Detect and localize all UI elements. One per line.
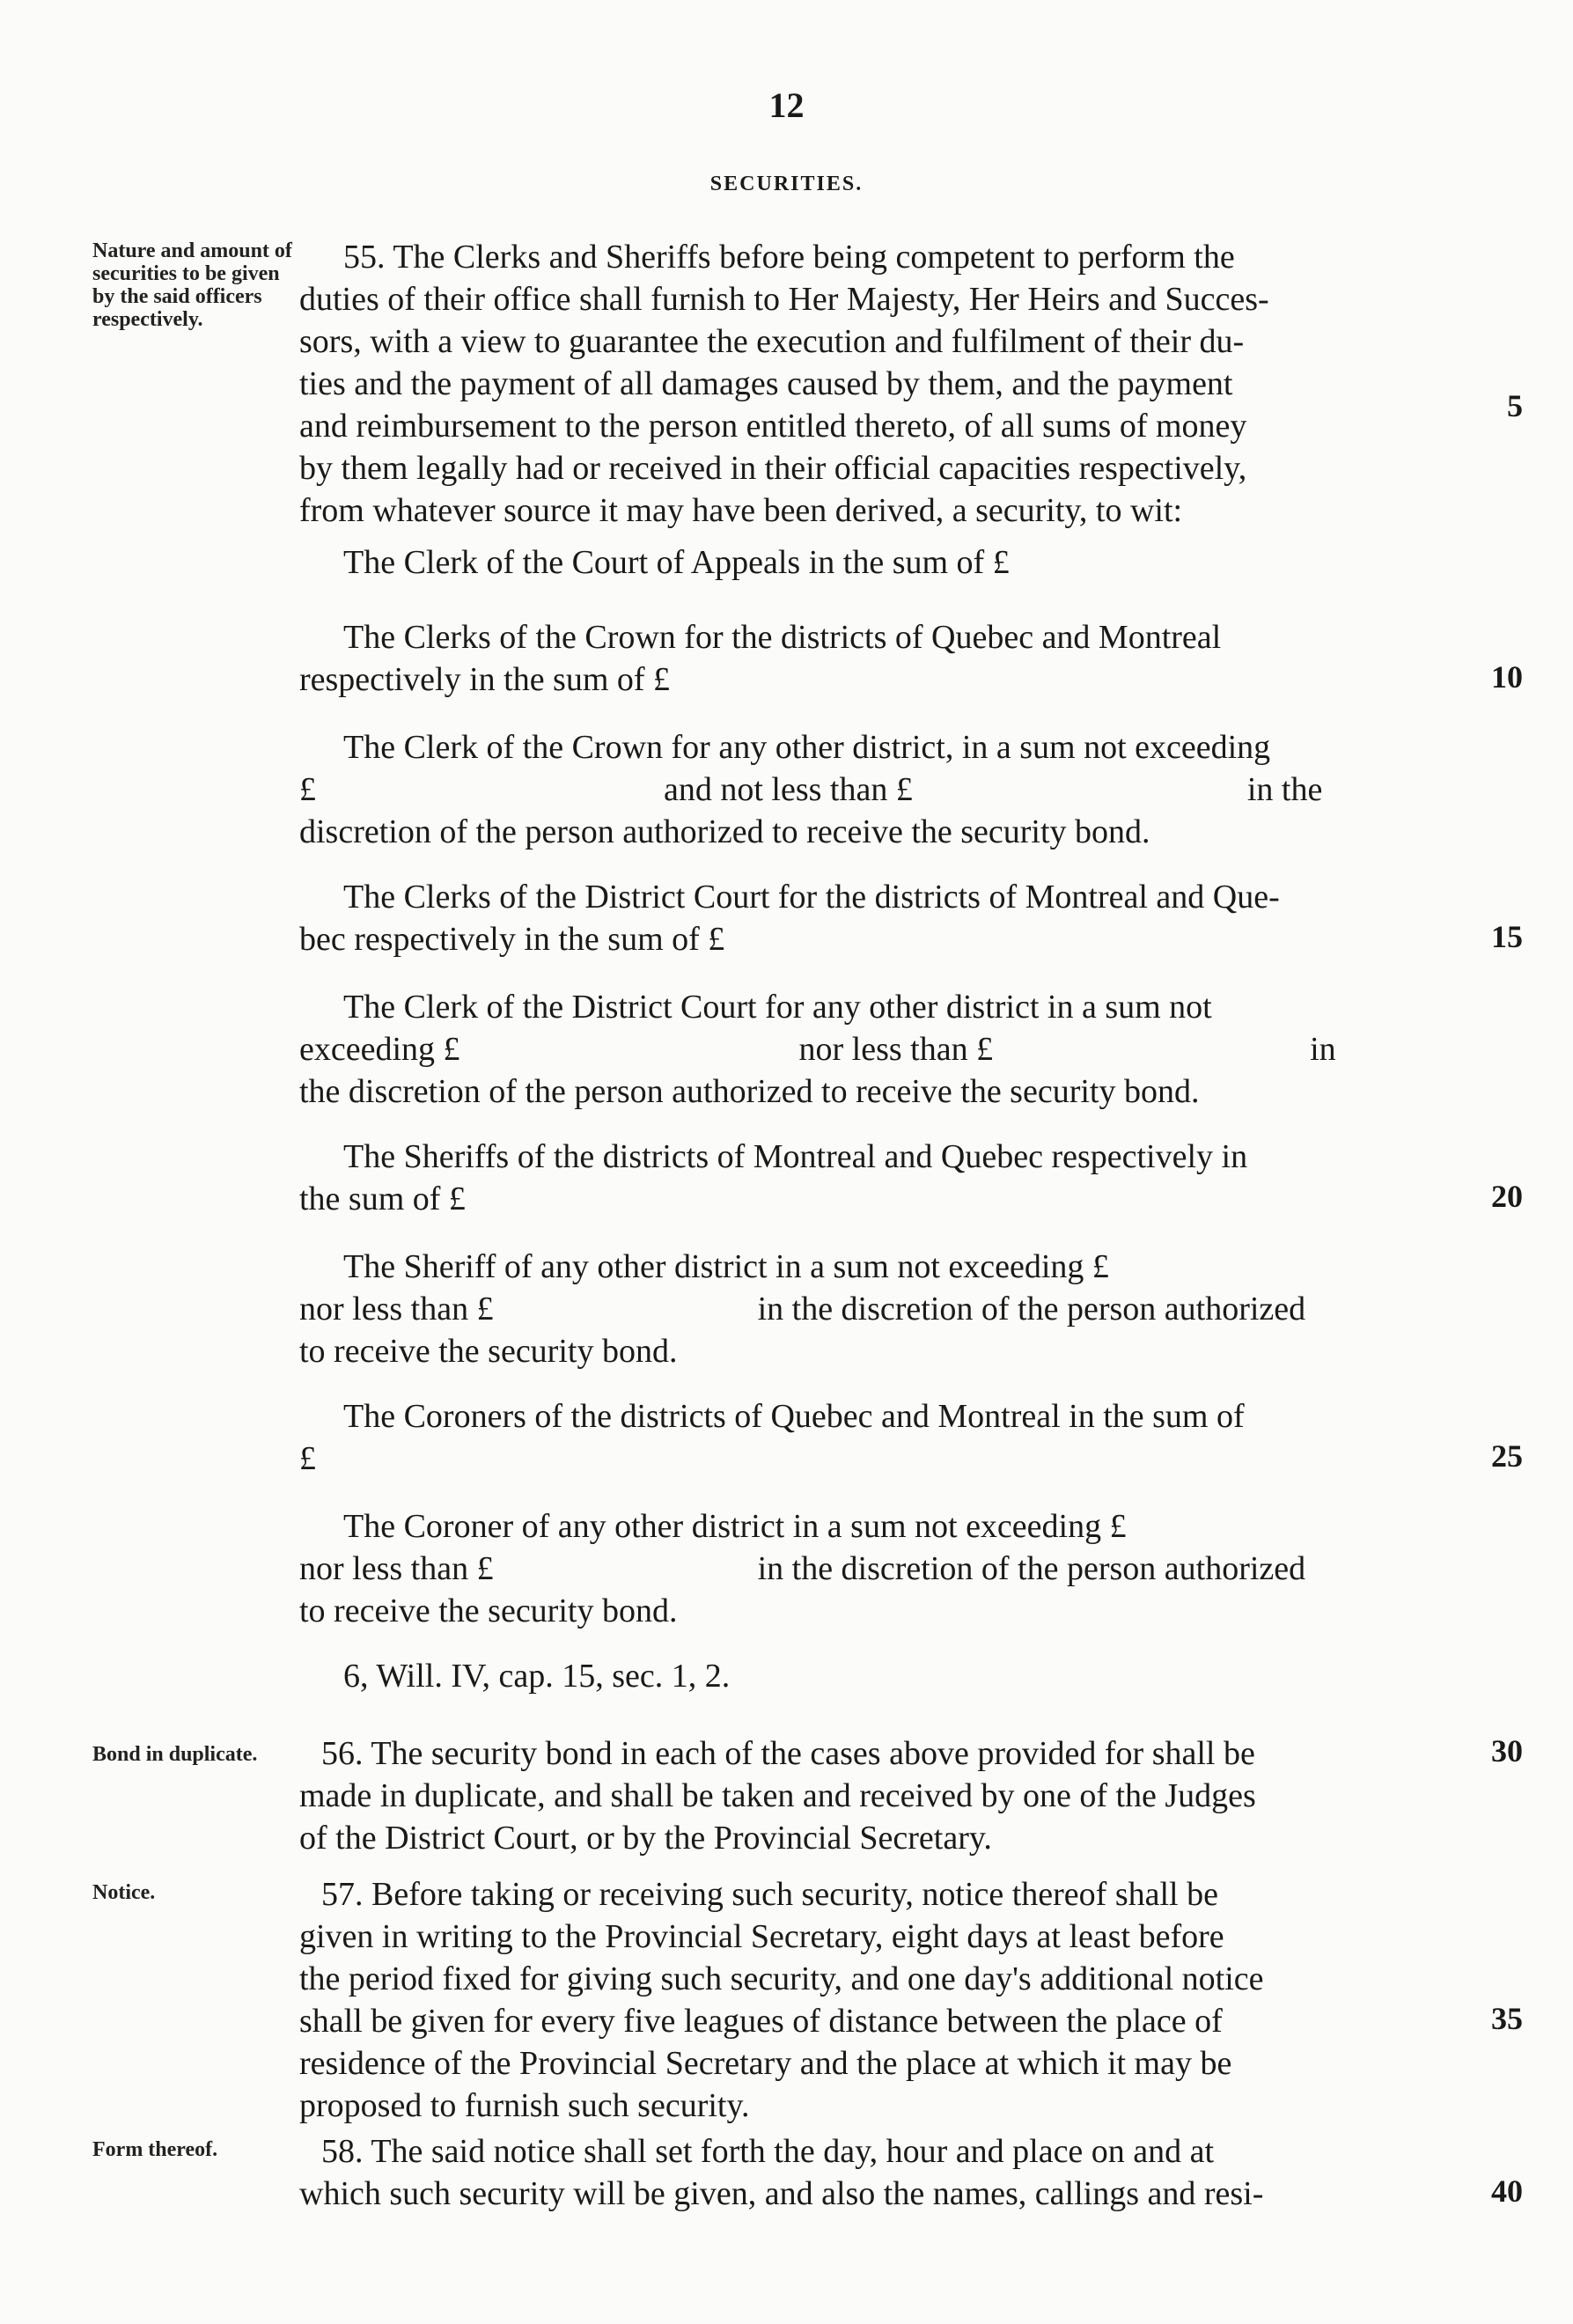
item-line: the discretion of the person authorized to receive the security bond. (299, 1073, 1200, 1110)
section-56 (299, 1732, 1442, 1859)
margin-note-notice: Notice. (92, 1881, 156, 1904)
section-57-line: given in writing to the Provincial Secretary, eight days at least before (299, 1918, 1224, 1955)
margin-note-bond: Bond in duplicate. (92, 1743, 258, 1766)
line-number: 15 (1491, 919, 1523, 954)
page-number: 12 (768, 85, 805, 125)
item-line: to receive the security bond. (299, 1592, 678, 1629)
section-55 (299, 236, 1442, 532)
item-fragment: nor less than £ (299, 1291, 494, 1327)
item-line (299, 769, 1442, 811)
line-number: 30 (1491, 1733, 1523, 1769)
item-crown-quebec-montreal (299, 616, 1442, 701)
item-fragment: nor less than £ (299, 1550, 494, 1587)
item-line: The Clerk of the District Court for any other district in a sum not (343, 989, 1212, 1026)
item-line: The Coroners of the districts of Quebec and Montreal in the sum of (343, 1398, 1245, 1435)
item-line: bec respectively in the sum of £ (299, 921, 725, 958)
item-coroner-other (299, 1505, 1442, 1632)
section-58 (299, 2130, 1442, 2215)
item-sheriff-other (299, 1246, 1442, 1372)
item-fragment: in the discretion of the person authorized (757, 1550, 1306, 1587)
section-56-line: made in duplicate, and shall be taken and received by one of the Judges (299, 1777, 1256, 1814)
section-55-line: ties and the payment of all damages caused by them, and the payment (299, 365, 1233, 402)
item-fragment: in (1310, 1031, 1336, 1068)
item-sheriffs-montreal-quebec (299, 1136, 1442, 1220)
item-fragment: in the (1246, 771, 1323, 808)
item-district-court-montreal-quebec (299, 876, 1442, 960)
section-55-line: by them legally had or received in their official capacities respectively, (299, 450, 1247, 487)
item-fragment: exceeding £ (299, 1031, 460, 1068)
section-55-line: duties of their office shall furnish to Her Majesty, Her Heirs and Succes- (299, 281, 1269, 318)
section-57-line: shall be given for every five leagues of distance between the place of (299, 2003, 1223, 2040)
section-57-line: the period fixed for giving such security, and one day's additional notice (299, 1960, 1264, 1997)
item-fragment: nor less than £ (798, 1031, 994, 1068)
margin-note-nature: Nature and amount of securities to be given by the said officers respectively. (92, 239, 292, 331)
item-line: The Sheriffs of the districts of Montreal and Quebec respectively in (343, 1138, 1248, 1175)
citation (299, 1655, 1442, 1697)
section-56-line: of the District Court, or by the Provincial Secretary. (299, 1820, 992, 1857)
line-number: 25 (1491, 1438, 1523, 1474)
line-number: 20 (1491, 1179, 1523, 1214)
item-line: The Clerks of the Crown for the districts of Quebec and Montreal (343, 619, 1222, 656)
section-58-line: which such security will be given, and also the names, callings and resi- (299, 2175, 1264, 2212)
line-number: 5 (1507, 388, 1523, 423)
item-coroners-quebec-montreal (299, 1395, 1442, 1480)
margin-note-form: Form thereof. (92, 2138, 218, 2161)
item-line: discretion of the person authorized to receive the security bond. (299, 813, 1150, 850)
section-57-line: 57. Before taking or receiving such security, notice thereof shall be (321, 1876, 1218, 1913)
item-line: The Clerk of the Crown for any other district, in a sum not exceeding (343, 729, 1271, 766)
section-55-line: from whatever source it may have been derived, a security, to wit: (299, 492, 1183, 529)
line-number: 40 (1491, 2173, 1523, 2209)
section-56-line: 56. The security bond in each of the cases above provided for shall be (321, 1735, 1255, 1772)
item-line: The Clerk of the Court of Appeals in the sum of £ (343, 544, 1010, 581)
item-line: to receive the security bond. (299, 1333, 678, 1370)
section-55-line: 55. The Clerks and Sheriffs before being competent to perform the (343, 239, 1235, 276)
item-fragment: in the discretion of the person authorized (757, 1291, 1306, 1327)
line-number: 35 (1491, 2001, 1523, 2036)
item-district-court-other (299, 986, 1442, 1113)
item-fragment: and not less than £ (664, 771, 913, 808)
item-line: The Coroner of any other district in a sum not exceeding £ (343, 1508, 1127, 1545)
item-line: the sum of £ (299, 1180, 466, 1217)
item-appeals (299, 541, 1442, 584)
section-57-line: residence of the Provincial Secretary and the place at which it may be (299, 2045, 1232, 2082)
item-line (299, 1548, 1442, 1590)
item-line (299, 1028, 1442, 1070)
section-57 (299, 1873, 1442, 2127)
item-line: The Sheriff of any other district in a sum not exceeding £ (343, 1248, 1109, 1285)
item-line: The Clerks of the District Court for the districts of Montreal and Que- (343, 879, 1280, 916)
item-fragment: £ (299, 771, 316, 808)
item-line (299, 1288, 1442, 1330)
citation-line: 6, Will. IV, cap. 15, sec. 1, 2. (343, 1658, 731, 1695)
item-line: £ (299, 1440, 316, 1477)
item-line: respectively in the sum of £ (299, 661, 671, 698)
line-number: 10 (1491, 659, 1523, 695)
running-head: SECURITIES. (709, 173, 864, 195)
item-crown-other (299, 726, 1442, 853)
section-58-line: 58. The said notice shall set forth the day, hour and place on and at (321, 2133, 1215, 2170)
section-57-line: proposed to furnish such security. (299, 2087, 750, 2124)
section-55-line: and reimbursement to the person entitled thereto, of all sums of money (299, 408, 1247, 445)
section-55-line: sors, with a view to guarantee the execution and fulfilment of their du- (299, 323, 1245, 360)
